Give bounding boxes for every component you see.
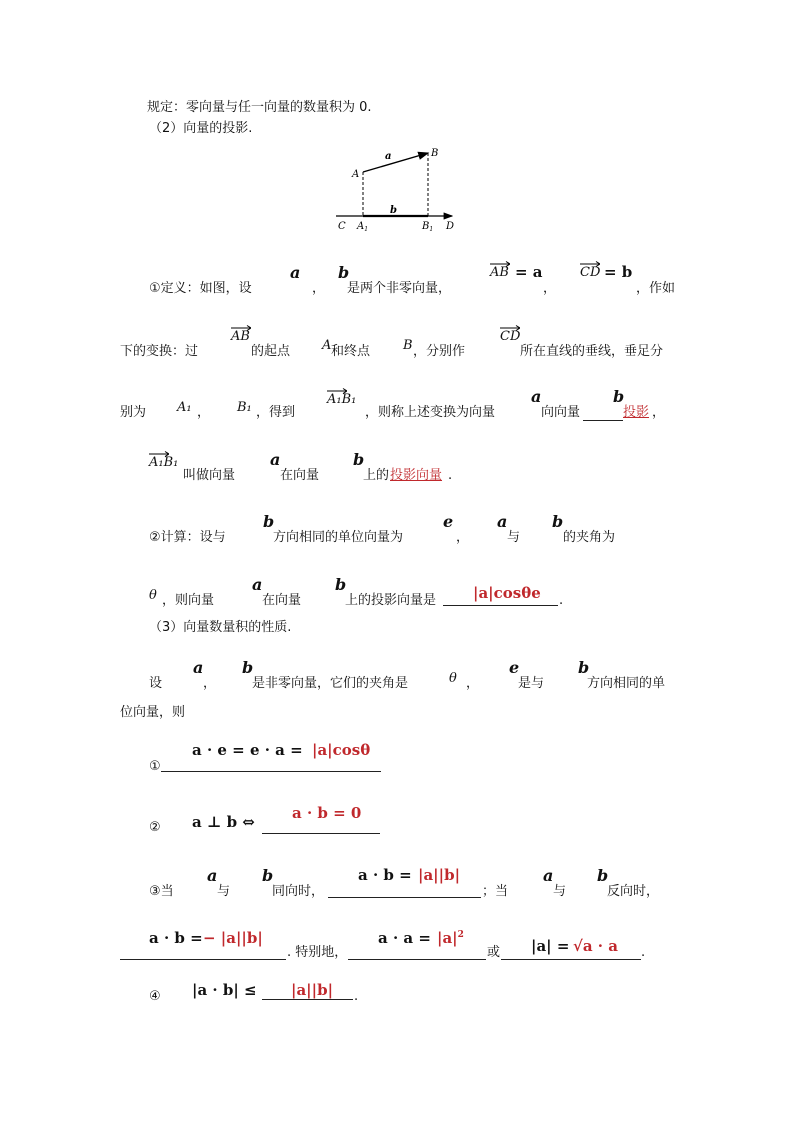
- fig-label-B1: $B_1$: [422, 221, 434, 233]
- prop3b-lhs: a · b =: [149, 929, 203, 947]
- sym-a-6: a: [252, 575, 263, 594]
- blank-prop1: [161, 771, 381, 772]
- def-line2-e: 所在直线的垂线，垂足分: [520, 344, 664, 359]
- fig-label-A1: $A_1$: [357, 221, 369, 233]
- calc-line1-d: 与: [507, 530, 521, 545]
- section-2-title: （2）向量的投影.: [149, 121, 253, 136]
- def-line3-e: 向向量: [541, 405, 581, 420]
- sym-b-10: b: [262, 866, 274, 885]
- def-line4-a: 叫做向量: [183, 468, 236, 483]
- vector-ab-line: [363, 153, 428, 172]
- sym-b-7: b: [335, 575, 347, 594]
- answer-prop2: a · b = 0: [292, 804, 362, 822]
- sym-b-3: b: [613, 387, 625, 406]
- def-line3-b: ，: [197, 405, 211, 420]
- prop3b-end: .: [641, 945, 646, 960]
- blank-prop3b: [120, 959, 286, 960]
- fig-label-a: a: [385, 151, 392, 162]
- answer-prop3b: − |a||b|: [203, 929, 263, 947]
- calc-line2-a: ，则向量: [162, 593, 215, 608]
- blank-prop3a: [328, 897, 481, 898]
- def-line2-b: 的起点: [251, 344, 291, 359]
- prop3b-or: 或: [487, 945, 501, 960]
- answer-projection-formula: |a|cosθe: [473, 584, 541, 602]
- answer-prop3d: √a · a: [573, 937, 618, 955]
- def-line3-a: 别为: [120, 405, 147, 420]
- sym-e-2: e: [509, 658, 520, 677]
- sym-b-9: b: [578, 658, 590, 677]
- def-line2-d: ，分别作: [413, 344, 466, 359]
- sym-b-8: b: [242, 658, 254, 677]
- calc-line2-b: 在向量: [262, 593, 302, 608]
- calc-line1-e: 的夹角为: [563, 530, 616, 545]
- sym-B: B: [403, 338, 413, 353]
- sym-a-4: a: [270, 450, 281, 469]
- fig-label-A: A: [352, 169, 360, 180]
- vec-A1B1: A₁B₁: [327, 393, 356, 406]
- prop2-num: ②: [149, 820, 161, 835]
- sym-theta: θ: [149, 588, 157, 603]
- prop4-lhs: |a · b| ≤: [192, 981, 257, 999]
- prop3-b: 与: [217, 884, 231, 899]
- blank-prop4: [262, 999, 353, 1000]
- prop-intro-b: ，: [203, 676, 217, 691]
- prop-intro-e: 是与: [518, 676, 545, 691]
- prop1-lhs: a · e = e · a =: [192, 741, 303, 759]
- def-line1-a: ①定义：如图，设: [149, 281, 252, 296]
- sym-A: A: [322, 338, 332, 353]
- prop-intro-f: 方向相同的单: [587, 676, 666, 691]
- sym-a-5: a: [497, 512, 508, 531]
- rule-text: 规定：零向量与任一向量的数量积为 0.: [147, 100, 372, 115]
- sym-a: a: [290, 263, 301, 282]
- def-line4-d: .: [448, 468, 453, 483]
- fig-label-B: B: [431, 148, 439, 159]
- blank-projection: [583, 420, 623, 421]
- sym-b: b: [338, 263, 350, 282]
- vec-CD-2: CD: [500, 330, 520, 343]
- sym-a-7: a: [193, 658, 204, 677]
- sym-a-8: a: [207, 866, 218, 885]
- calc-line1-a: ②计算：设与: [149, 530, 226, 545]
- sym-b-6: b: [552, 512, 564, 531]
- def-line3-d: ，则称上述变换为向量: [365, 405, 496, 420]
- vec-CD: CD: [580, 266, 600, 279]
- projection-figure: [330, 140, 470, 238]
- prop3-d: ；当: [482, 884, 509, 899]
- prop1-num: ①: [149, 759, 161, 774]
- prop3b-ans2-lhs: a · a =: [378, 929, 431, 947]
- def-line3-c: ，得到: [256, 405, 296, 420]
- prop4-num: ④: [149, 989, 161, 1004]
- def-line1-e: ，作如: [636, 281, 676, 296]
- def-line1-d: ，: [543, 281, 557, 296]
- sym-a-3: a: [531, 387, 542, 406]
- def-line2-c: 和终点: [331, 344, 371, 359]
- fig-label-D: D: [446, 221, 455, 232]
- prop3-num: ③当: [149, 884, 174, 899]
- prop3-e: 与: [553, 884, 567, 899]
- prop-intro-c: 是非零向量，它们的夹角是: [252, 676, 409, 691]
- sym-b-4: b: [353, 450, 365, 469]
- prop-intro-a: 设: [149, 676, 163, 691]
- eq-cd-b: = b: [604, 263, 633, 281]
- vec-AB-2: AB: [231, 330, 250, 343]
- prop3-c: 同向时，: [272, 884, 325, 899]
- vec-A1B1-2: A₁B₁: [149, 456, 178, 469]
- sym-A1: A₁: [177, 400, 192, 415]
- blank-prop2: [262, 833, 380, 834]
- answer-projection-vector: 投影向量: [390, 468, 443, 483]
- prop3-lhs: a · b =: [358, 866, 412, 884]
- prop4-end: .: [354, 989, 359, 1004]
- eq-ab-a: = a: [515, 263, 543, 281]
- prop3-f: 反向时，: [607, 884, 660, 899]
- prop2-lhs: a ⊥ b ⇔: [192, 813, 255, 831]
- def-line4-b: 在向量: [280, 468, 320, 483]
- def-line1-c: 是两个非零向量，: [347, 281, 452, 296]
- sym-e: e: [443, 512, 454, 531]
- sym-b-11: b: [597, 866, 609, 885]
- calc-line2-c: 上的投影向量是: [345, 593, 437, 608]
- def-line1-b: ，: [312, 281, 326, 296]
- blank-prop3c: [348, 959, 486, 960]
- sym-B1: B₁: [237, 400, 252, 415]
- prop3b-a: . 特别地，: [287, 945, 348, 960]
- calc-line1-c: ，: [456, 530, 470, 545]
- blank-prop3d: [501, 959, 641, 960]
- vec-AB: AB: [490, 266, 509, 279]
- section-3-title: （3）向量数量积的性质.: [149, 620, 292, 635]
- fig-label-C: C: [338, 221, 346, 232]
- prop3b-ans3-lhs: |a| =: [531, 937, 570, 955]
- sym-b-5: b: [263, 512, 275, 531]
- answer-prop3a: |a||b|: [418, 866, 461, 884]
- sym-theta-2: θ: [449, 671, 457, 686]
- fig-label-b: b: [390, 205, 397, 216]
- answer-projection: 投影: [623, 405, 650, 420]
- calc-line1-b: 方向相同的单位向量为: [273, 530, 404, 545]
- answer-prop1: |a|cosθ: [312, 741, 371, 759]
- prop-intro-g: 位向量，则: [120, 705, 186, 720]
- sym-a-9: a: [543, 866, 554, 885]
- answer-prop3c: $|a|^2$: [437, 929, 464, 947]
- calc-line2-d: .: [559, 593, 564, 608]
- def-line3-f: ，: [652, 405, 666, 420]
- blank-projection-vector: [443, 605, 558, 606]
- answer-prop4: |a||b|: [291, 981, 334, 999]
- prop-intro-d: ，: [466, 676, 480, 691]
- def-line2-a: 下的变换：过: [120, 344, 199, 359]
- def-line4-c: 上的: [363, 468, 390, 483]
